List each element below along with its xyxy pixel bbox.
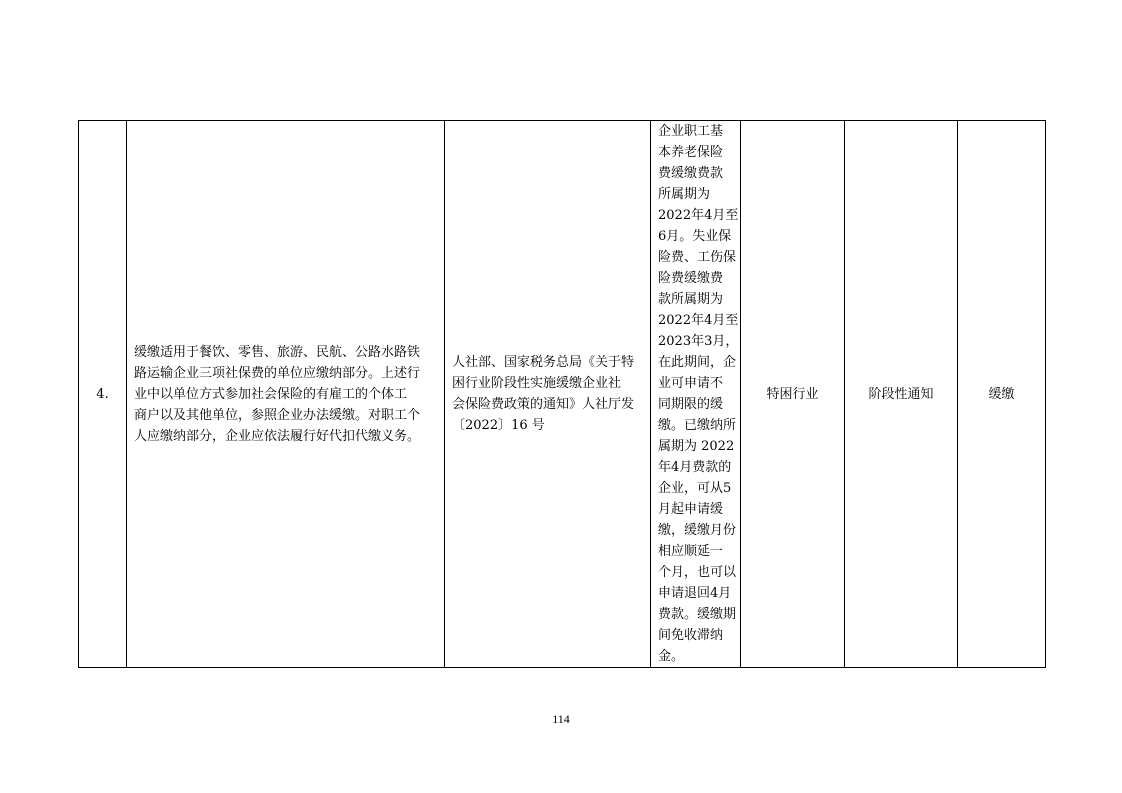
policy-period-line: 企业，可从5 (658, 481, 732, 496)
policy-period-line: 险费、工伤保 (658, 250, 737, 265)
page-number: 114 (552, 712, 570, 726)
policy-content-line: 业中以单位方式参加社会保险的有雇工的个体工 (134, 386, 408, 402)
policy-period-line: 个月，也可以 (658, 565, 737, 580)
policy-period-line: 费款。缓缴期 (658, 607, 737, 622)
policy-period-line: 缴，缓缴月份 (658, 523, 737, 538)
policy-period-line: 费缓缴费款 (658, 166, 724, 181)
industry-cell: 特困行业 (741, 121, 845, 668)
policy-content-line: 商户以及其他单位，参照企业办法缓缴。对职工个 (134, 407, 421, 423)
policy-period-line: 月起申请缓 (658, 502, 724, 517)
policy-source-line: 会保险费政策的通知》人社厅发 (452, 397, 635, 412)
policy-period-line: 金。 (658, 649, 685, 664)
policy-table (78, 120, 1046, 668)
policy-period-line: 属期为 2022 (658, 439, 735, 454)
nature-cell: 阶段性通知 (845, 121, 958, 668)
table-row (79, 121, 1046, 668)
policy-period-line: 本养老保险 (658, 145, 724, 160)
policy-period-line: 6月。失业保 (658, 229, 732, 244)
policy-period-line: 款所属期为 (658, 292, 724, 307)
policy-period-line: 在此期间，企 (658, 355, 737, 370)
policy-period-line: 所属期为 (658, 187, 711, 202)
policy-period-line: 企业职工基 (658, 124, 724, 139)
policy-period-line: 相应顺延一 (658, 544, 724, 559)
policy-period-line: 业可申请不 (658, 376, 724, 391)
policy-period-line: 2022年4月至 (658, 208, 739, 223)
type-cell: 缓缴 (958, 121, 1046, 668)
policy-content-cell (127, 121, 445, 668)
row-number: 4. (79, 121, 127, 668)
policy-period-line: 同期限的缓 (658, 397, 724, 412)
policy-period-cell (651, 121, 741, 668)
policy-source-line: 人社部、国家税务总局《关于特 (452, 355, 635, 370)
policy-content-line: 人应缴纳部分，企业应依法履行好代扣代缴义务。 (134, 428, 421, 444)
policy-period-line: 险费缓缴费 (658, 271, 724, 286)
policy-content-line: 路运输企业三项社保费的单位应缴纳部分。上述行 (134, 365, 421, 381)
policy-period-line: 缴。已缴纳所 (658, 418, 737, 433)
policy-period-line: 间免收滞纳 (658, 628, 724, 643)
policy-content-line: 缓缴适用于餐饮、零售、旅游、民航、公路水路铁 (134, 344, 421, 360)
policy-source-cell (445, 121, 651, 668)
policy-source-line: 困行业阶段性实施缓缴企业社 (452, 376, 622, 391)
policy-period-line: 申请退回4月 (658, 586, 732, 601)
policy-period-line: 2023年3月， (658, 334, 739, 349)
policy-period-line: 2022年4月至 (658, 313, 739, 328)
policy-source-line: 〔2022〕16 号 (452, 418, 545, 433)
policy-period-line: 年4月费款的 (658, 460, 732, 475)
